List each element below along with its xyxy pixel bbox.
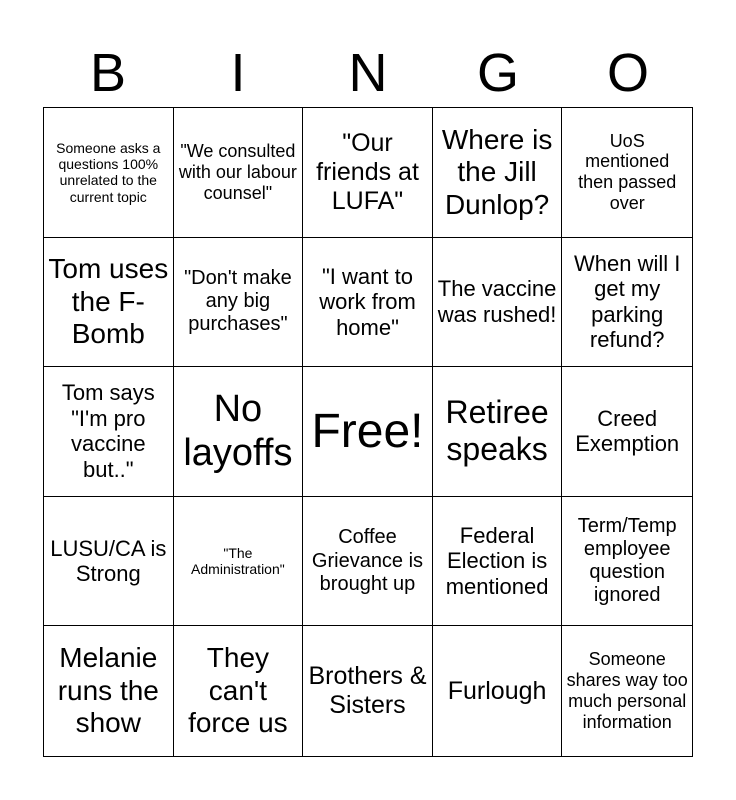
- header-letter-b: B: [89, 43, 127, 103]
- cell-text: Tom says "I'm pro vaccine but..": [61, 380, 155, 482]
- cell-text: LUSU/CA is Strong: [50, 535, 167, 587]
- cell-text: Creed Exemption: [575, 405, 680, 457]
- bingo-cell[interactable]: [174, 497, 304, 627]
- bingo-cell[interactable]: [174, 367, 304, 497]
- cell-text: When will I get my parking refund?: [574, 250, 681, 353]
- cell-text: "The Administration": [191, 544, 285, 578]
- bingo-card: [43, 107, 693, 757]
- cell-text: Someone shares way too much personal information: [566, 649, 688, 733]
- bingo-cell[interactable]: [433, 238, 563, 368]
- header-letter-i: I: [230, 43, 246, 103]
- cell-text: Brothers & Sisters: [308, 662, 427, 720]
- header-letter-o: O: [606, 43, 649, 103]
- bingo-cell[interactable]: [562, 108, 692, 238]
- cell-text: UoS mentioned then passed over: [578, 130, 677, 214]
- bingo-cell[interactable]: [303, 108, 433, 238]
- bingo-cell[interactable]: [303, 626, 433, 756]
- bingo-cell[interactable]: [303, 238, 433, 368]
- bingo-cell[interactable]: [562, 238, 692, 368]
- cell-text: Term/Temp employee question ignored: [577, 514, 677, 607]
- header-letter-g: G: [476, 43, 519, 103]
- cell-text: Where is the Jill Dunlop?: [441, 123, 553, 220]
- bingo-cell-free[interactable]: [303, 367, 433, 497]
- bingo-header: [43, 40, 693, 106]
- cell-text: "Don't make any big purchases": [184, 267, 292, 336]
- cell-text: "We consulted with our labour counsel": [178, 140, 297, 203]
- cell-text: Melanie runs the show: [57, 642, 159, 739]
- bingo-cell[interactable]: [44, 497, 174, 627]
- cell-text: Furlough: [447, 676, 547, 705]
- bingo-cell[interactable]: [44, 108, 174, 238]
- header-letter-n: N: [348, 43, 388, 103]
- bingo-cell[interactable]: [174, 626, 304, 756]
- cell-text: Someone asks a questions 100% unrelated to the current topic: [56, 139, 161, 205]
- bingo-cell[interactable]: [433, 108, 563, 238]
- cell-text: "Our friends at LUFA": [316, 128, 419, 215]
- cell-text: "I want to work from home": [319, 263, 416, 340]
- bingo-cell[interactable]: [562, 367, 692, 497]
- bingo-cell[interactable]: [303, 497, 433, 627]
- cell-text: Federal Election is mentioned: [445, 522, 549, 599]
- cell-text: No layoffs: [183, 388, 293, 475]
- bingo-cell[interactable]: [44, 367, 174, 497]
- bingo-cell[interactable]: [562, 497, 692, 627]
- cell-text: Retiree speaks: [445, 394, 549, 468]
- bingo-cell[interactable]: [174, 108, 304, 238]
- bingo-cell[interactable]: [174, 238, 304, 368]
- cell-text: Tom uses the F-Bomb: [48, 253, 169, 350]
- bingo-cell[interactable]: [44, 238, 174, 368]
- cell-text: They can't force us: [188, 642, 288, 739]
- bingo-cell[interactable]: [433, 626, 563, 756]
- bingo-cell[interactable]: [44, 626, 174, 756]
- free-space-text: Free!: [311, 404, 424, 458]
- bingo-cell[interactable]: [433, 367, 563, 497]
- bingo-cell[interactable]: [562, 626, 692, 756]
- cell-text: Coffee Grievance is brought up: [311, 526, 424, 595]
- bingo-cell[interactable]: [433, 497, 563, 627]
- cell-text: The vaccine was rushed!: [437, 276, 557, 327]
